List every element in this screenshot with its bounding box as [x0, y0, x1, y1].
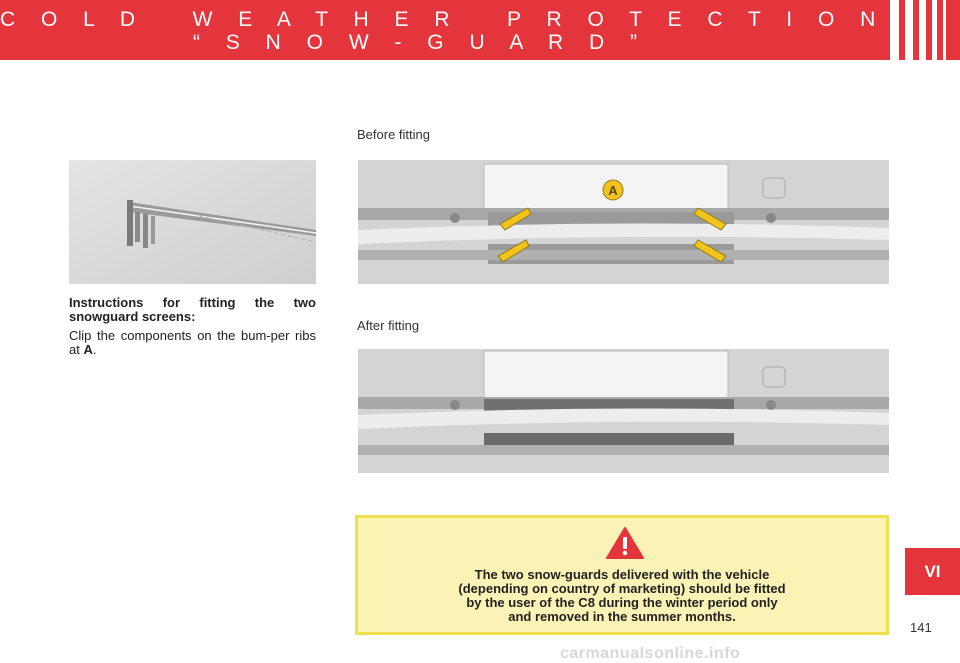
snowguard-component-illustration — [69, 160, 316, 284]
warning-line-3: by the user of the C8 during the winter period only — [466, 595, 778, 610]
instructions-heading: Instructions for fitting the two snowguard screens: — [69, 295, 316, 324]
page-number: 141 — [910, 620, 932, 635]
caption-after-fitting: After fitting — [357, 318, 420, 333]
title-line-1: C O L D W E A T H E R P R O T E C T I O N — [0, 8, 886, 31]
marker-a-label: A — [608, 183, 618, 198]
title-line-2: “ S N O W - G U A R D ” — [192, 31, 647, 54]
instructions-body-text: Clip the components on the bum-per ribs at — [69, 328, 316, 357]
after-fitting-illustration — [358, 349, 889, 473]
instructions-block — [69, 296, 316, 357]
page-title — [0, 8, 886, 54]
warning-line-1: The two snow-guards delivered with the vehicle — [474, 567, 770, 582]
snowguard-component-photo — [69, 160, 316, 284]
instructions-body-end: . — [92, 342, 97, 357]
instructions-body — [69, 329, 316, 357]
warning-line-2: (depending on country of marketing) should be fitted — [458, 581, 786, 596]
warning-box — [355, 515, 889, 635]
warning-triangle-icon — [605, 526, 645, 560]
warning-line-4: and removed in the summer months. — [508, 609, 736, 624]
watermark: carmanualsonline.info — [560, 645, 741, 662]
instructions-marker: A — [83, 342, 93, 357]
before-fitting-illustration — [358, 160, 889, 284]
chapter-tab: VI — [905, 548, 960, 595]
before-fitting-photo — [358, 160, 889, 284]
page-header — [0, 0, 960, 60]
header-stripes-decoration — [884, 0, 946, 60]
after-fitting-photo — [358, 349, 889, 473]
warning-text — [358, 568, 886, 624]
caption-before-fitting: Before fitting — [357, 127, 430, 142]
